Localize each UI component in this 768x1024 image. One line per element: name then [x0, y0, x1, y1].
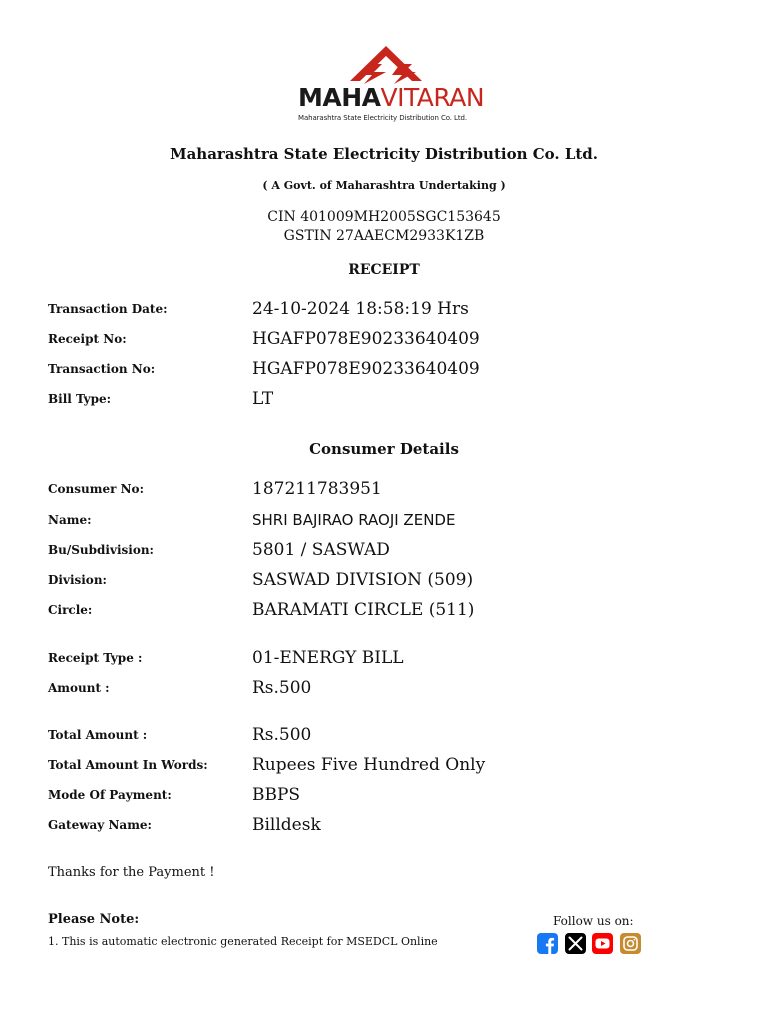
field-value: BARAMATI CIRCLE (511): [252, 600, 475, 620]
circle-row: [0, 598, 768, 622]
field-value: 01-ENERGY BILL: [252, 648, 404, 668]
field-label: Total Amount :: [48, 728, 148, 742]
field-value: SASWAD DIVISION (509): [252, 570, 474, 590]
field-label: Circle:: [48, 603, 93, 617]
youtube-icon[interactable]: [592, 933, 613, 954]
field-value: SHRI BAJIRAO RAOJI ZENDE: [252, 511, 456, 529]
field-label: Amount :: [48, 681, 110, 695]
receipt-no-row: [0, 327, 768, 351]
field-value: Rupees Five Hundred Only: [252, 755, 486, 775]
consumer-details-title: Consumer Details: [309, 440, 459, 458]
logo-wordmark: MAHAVITARAN: [298, 83, 485, 112]
company-name: Maharashtra State Electricity Distribution Co. Ltd.: [169, 145, 599, 163]
follow-us-label: Follow us on:: [553, 914, 634, 928]
field-value: HGAFP078E90233640409: [252, 359, 480, 379]
mahavitaran-logo: [296, 44, 485, 126]
field-value: Rs.500: [252, 678, 312, 698]
payment-mode-row: [0, 783, 768, 807]
logo-subtitle: Maharashtra State Electricity Distribution Co. Ltd.: [298, 114, 467, 122]
please-note-title: Please Note:: [48, 912, 140, 927]
field-value: 187211783951: [252, 479, 382, 499]
field-label: Bu/Subdivision:: [48, 543, 154, 557]
transaction-no-row: [0, 357, 768, 381]
instagram-icon[interactable]: [620, 933, 641, 954]
field-label: Name:: [48, 513, 92, 527]
govt-undertaking-line: ( A Govt. of Maharashtra Undertaking ): [262, 179, 506, 192]
field-label: Transaction Date:: [48, 302, 168, 316]
division-row: [0, 568, 768, 592]
x-twitter-icon[interactable]: [565, 933, 586, 954]
receipt-title: RECEIPT: [348, 262, 420, 278]
field-label: Receipt Type :: [48, 651, 143, 665]
field-label: Consumer No:: [48, 482, 144, 496]
field-value: HGAFP078E90233640409: [252, 329, 480, 349]
field-value: 24-10-2024 18:58:19 Hrs: [252, 299, 469, 319]
cin-number: CIN 401009MH2005SGC153645: [267, 209, 501, 225]
field-value: Billdesk: [252, 815, 321, 835]
field-value: 5801 / SASWAD: [252, 540, 390, 560]
field-label: Bill Type:: [48, 392, 112, 406]
field-value: Rs.500: [252, 725, 312, 745]
lightning-emblem-icon: [296, 44, 476, 84]
receipt-type-row: [0, 646, 768, 670]
gateway-name-row: [0, 813, 768, 837]
total-amount-row: [0, 723, 768, 747]
field-value: BBPS: [252, 785, 301, 805]
field-value: LT: [252, 389, 274, 409]
amount-in-words-row: [0, 753, 768, 777]
note-line: 1. This is automatic electronic generated Receipt for MSEDCL Online: [48, 935, 438, 948]
amount-row: [0, 676, 768, 700]
field-label: Gateway Name:: [48, 818, 152, 832]
gstin-number: GSTIN 27AAECM2933K1ZB: [283, 228, 485, 244]
field-label: Transaction No:: [48, 362, 156, 376]
transaction-date-row: [0, 297, 768, 321]
field-label: Division:: [48, 573, 107, 587]
field-label: Receipt No:: [48, 332, 127, 346]
field-label: Total Amount In Words:: [48, 758, 208, 772]
bill-type-row: [0, 387, 768, 411]
consumer-name-row: [0, 508, 768, 532]
subdivision-row: [0, 538, 768, 562]
consumer-no-row: [0, 477, 768, 501]
field-label: Mode Of Payment:: [48, 788, 172, 802]
facebook-icon[interactable]: [537, 933, 558, 954]
thanks-message: Thanks for the Payment !: [48, 865, 215, 880]
